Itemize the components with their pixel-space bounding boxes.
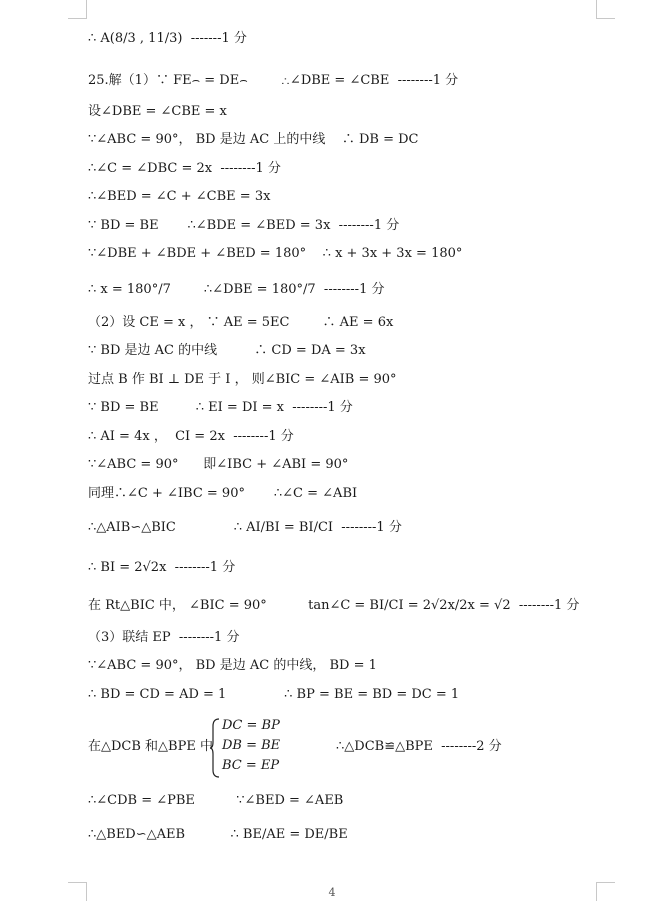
text-line-17: ∴△AIB∽△BIC ∴ AI/BI = BI/CI --------1 分	[88, 520, 402, 535]
text-line-12: 过点 B 作 BI ⊥ DE 于 I ， 则∠BIC = ∠AIB = 90°	[88, 372, 397, 387]
text-line-10: （2）设 CE = x ， ∵ AE = 5EC ∴ AE = 6x	[88, 315, 394, 330]
text-line-23: 在△DCB 和△BPE 中	[88, 739, 213, 754]
text-line-2: 25.解（1）∵ FE⌢ = DE⌢ ∴∠DBE = ∠CBE --------1 分	[88, 73, 459, 88]
text-line-3: 设∠DBE = ∠CBE = x	[88, 104, 227, 119]
text-line-21: ∵∠ABC = 90°， BD 是边 AC 的中线， BD = 1	[88, 658, 377, 673]
text-line-18: ∴ BI = 2√2x --------1 分	[88, 560, 236, 575]
equation-system-line-1: DC = BP	[222, 718, 280, 733]
text-line-8: ∵∠DBE + ∠BDE + ∠BED = 180° ∴ x + 3x + 3x = 180°	[88, 246, 463, 261]
text-line-9: ∴ x = 180°/7 ∴∠DBE = 180°/7 --------1 分	[88, 282, 385, 297]
corner-mark-top-right	[596, 0, 615, 19]
text-line-16: 同理∴∠C + ∠IBC = 90° ∴∠C = ∠ABI	[88, 486, 358, 501]
text-line-1: ∴ A(8/3 , 11/3) -------1 分	[88, 31, 247, 46]
text-line-13: ∵ BD = BE ∴ EI = DI = x --------1 分	[88, 400, 353, 415]
equation-system-line-3: BC = EP	[222, 758, 280, 773]
text-line-19: 在 Rt△BIC 中， ∠BIC = 90° tan∠C = BI/CI = 2√2x/2x = √2 --------1 分	[88, 598, 580, 613]
text-line-4: ∵∠ABC = 90°， BD 是边 AC 上的中线 ∴ DB = DC	[88, 132, 419, 147]
text-line-14: ∴ AI = 4x ， CI = 2x --------1 分	[88, 429, 294, 444]
equation-system-line-2: DB = BE	[222, 738, 281, 753]
text-line-25: ∴△BED∽△AEB ∴ BE/AE = DE/BE	[88, 827, 348, 842]
text-line-24: ∴∠CDB = ∠PBE ∵∠BED = ∠AEB	[88, 793, 344, 808]
corner-mark-top-left	[68, 0, 87, 19]
text-line-5: ∴∠C = ∠DBC = 2x --------1 分	[88, 161, 281, 176]
text-line-22: ∴ BD = CD = AD = 1 ∴ BP = BE = BD = DC = 1	[88, 687, 460, 702]
text-line-15: ∵∠ABC = 90° 即∠IBC + ∠ABI = 90°	[88, 457, 349, 472]
text-line-6: ∴∠BED = ∠C + ∠CBE = 3x	[88, 189, 271, 204]
text-line-11: ∵ BD 是边 AC 的中线 ∴ CD = DA = 3x	[88, 343, 366, 358]
page-number: 4	[328, 886, 336, 899]
text-line-23-conclusion: ∴△DCB≌△BPE --------2 分	[336, 739, 502, 754]
text-line-20: （3）联结 EP --------1 分	[88, 630, 240, 645]
left-brace-icon	[210, 718, 220, 778]
text-line-7: ∵ BD = BE ∴∠BDE = ∠BED = 3x --------1 分	[88, 218, 400, 233]
